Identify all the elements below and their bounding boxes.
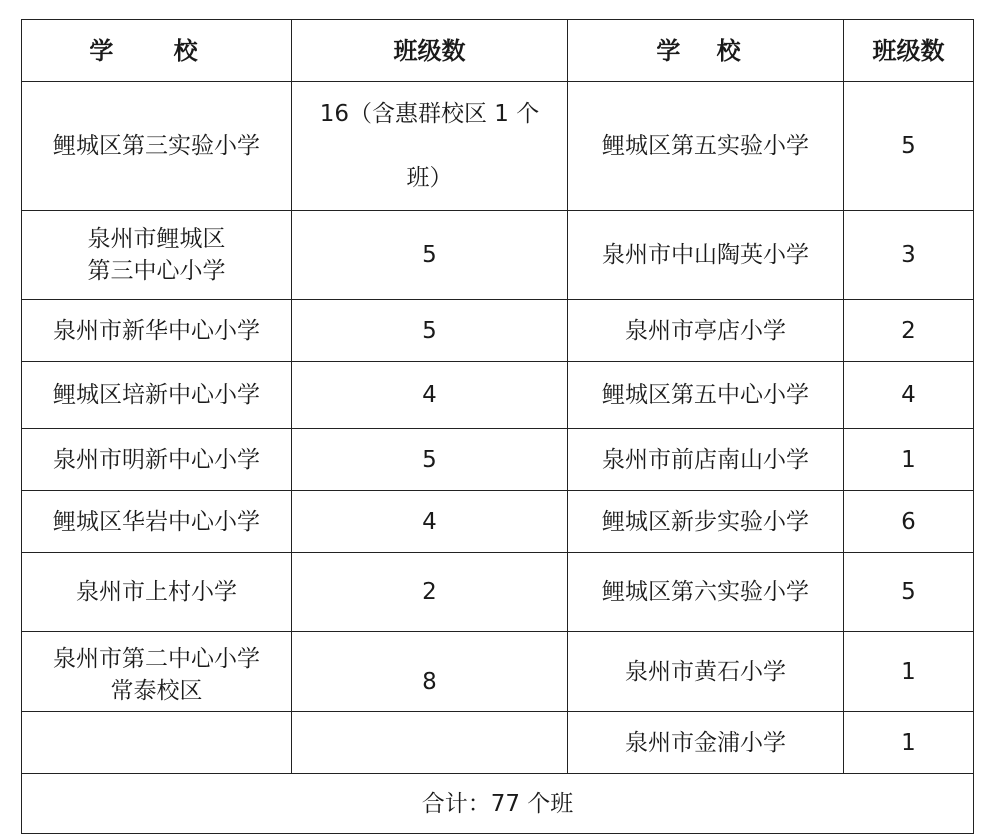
class-count-cell: 1	[844, 632, 974, 712]
school-name-cell: 鲤城区培新中心小学	[22, 362, 292, 429]
total-row	[22, 774, 974, 834]
table-row	[22, 362, 974, 429]
class-count-cell: 5	[292, 300, 568, 362]
school-name-cell: 鲤城区新步实验小学	[568, 491, 844, 553]
class-count-cell: 4	[844, 362, 974, 429]
total-cell: 合计：77 个班	[22, 774, 974, 834]
table-row	[22, 632, 974, 712]
class-count-cell: 8	[292, 632, 568, 712]
class-count-cell	[292, 82, 568, 211]
class-count-table	[21, 19, 974, 834]
class-count-cell: 2	[844, 300, 974, 362]
class-count-cell: 6	[844, 491, 974, 553]
school-name-cell: 鲤城区华岩中心小学	[22, 491, 292, 553]
school-name-line: 泉州市鲤城区	[87, 226, 226, 252]
school-name-line: 第三中心小学	[87, 258, 226, 284]
school-name-cell: 泉州市金浦小学	[568, 712, 844, 774]
school-name-cell: 鲤城区第五中心小学	[568, 362, 844, 429]
school-name-cell: 泉州市亭店小学	[568, 300, 844, 362]
school-name-cell: 泉州市上村小学	[22, 553, 292, 632]
school-name-cell: 泉州市明新中心小学	[22, 429, 292, 491]
class-count-cell: 5	[844, 553, 974, 632]
school-name-cell: 鲤城区第三实验小学	[22, 82, 292, 211]
table-row	[22, 300, 974, 362]
class-count-cell: 1	[844, 429, 974, 491]
table-row	[22, 211, 974, 300]
class-count-text: 16（含惠群校区 1 个班）	[319, 101, 540, 191]
class-count-cell	[292, 712, 568, 774]
class-count-cell: 5	[844, 82, 974, 211]
header-school-right: 学 校	[568, 20, 844, 82]
school-name-cell: 泉州市中山陶英小学	[568, 211, 844, 300]
header-row	[22, 20, 974, 82]
class-count-cell: 5	[292, 429, 568, 491]
class-count-cell: 1	[844, 712, 974, 774]
table-row	[22, 429, 974, 491]
school-name-cell	[22, 712, 292, 774]
school-name-cell	[22, 211, 292, 300]
header-count-right: 班级数	[844, 20, 974, 82]
class-count-cell: 4	[292, 362, 568, 429]
table-row	[22, 491, 974, 553]
class-count-cell: 5	[292, 211, 568, 300]
header-count-left: 班级数	[292, 20, 568, 82]
class-count-cell: 4	[292, 491, 568, 553]
header-school-left: 学 校	[22, 20, 292, 82]
school-name-line: 常泰校区	[110, 677, 203, 704]
school-name-cell: 泉州市前店南山小学	[568, 429, 844, 491]
school-name-cell: 鲤城区第六实验小学	[568, 553, 844, 632]
school-name-cell: 鲤城区第五实验小学	[568, 82, 844, 211]
school-name-cell: 泉州市黄石小学	[568, 632, 844, 712]
table-row	[22, 553, 974, 632]
school-name-cell: 泉州市新华中心小学	[22, 300, 292, 362]
class-count-cell: 3	[844, 211, 974, 300]
class-count-cell: 2	[292, 553, 568, 632]
table-row	[22, 712, 974, 774]
school-name-line: 泉州市第二中心小学	[53, 645, 260, 672]
school-name-cell	[22, 632, 292, 712]
table-row	[22, 82, 974, 211]
